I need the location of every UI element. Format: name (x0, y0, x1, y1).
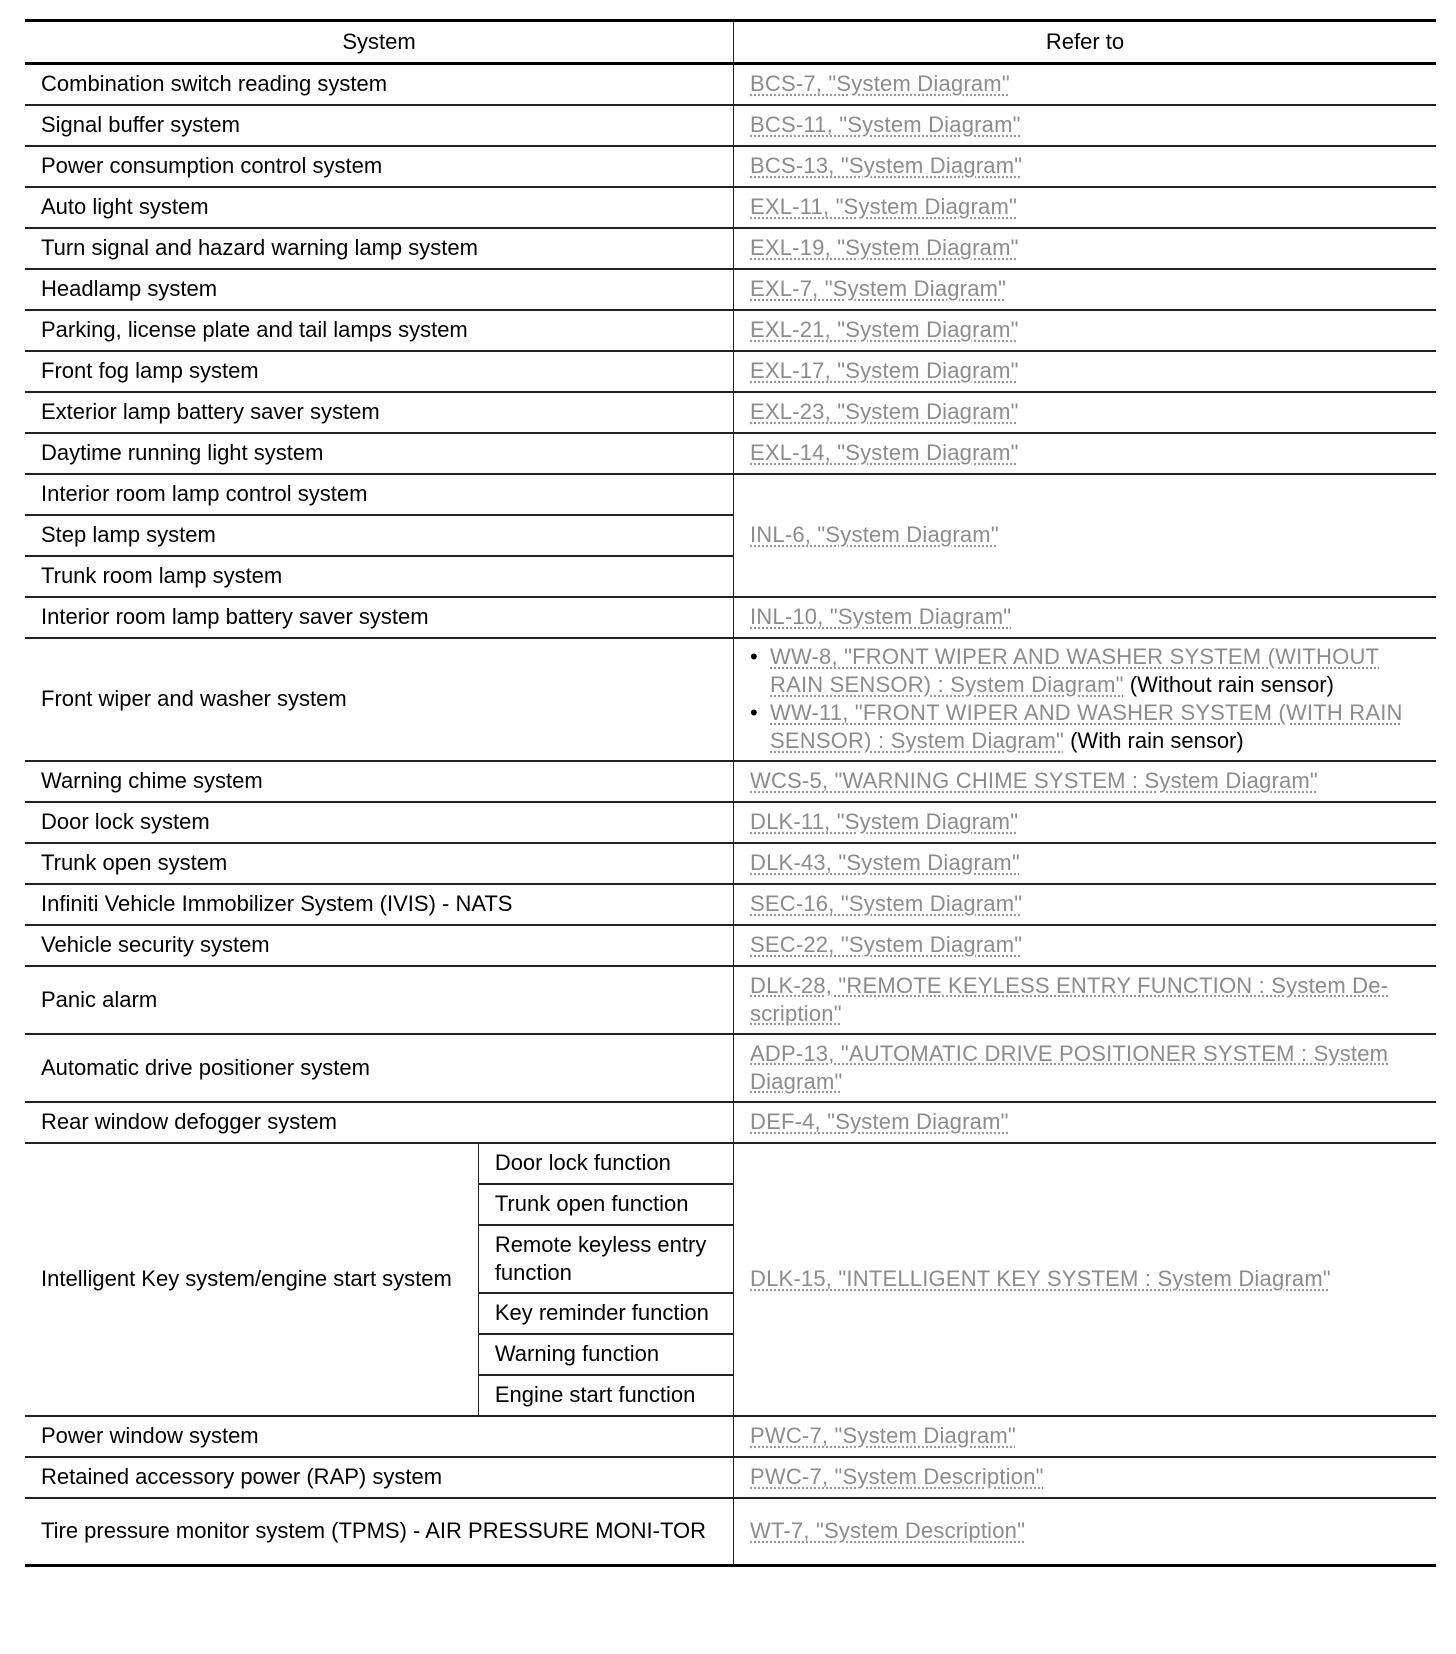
system-name: Tire pressure monitor system (TPMS) - AIR PRESSURE MONI-TOR (25, 1498, 734, 1566)
table-row (25, 925, 1436, 966)
table-row (25, 1143, 1436, 1184)
system-name: Warning chime system (25, 761, 734, 802)
system-name: Headlamp system (25, 269, 734, 310)
system-reference-table-wrapper (25, 19, 1436, 1567)
table-row (25, 474, 1436, 515)
reference-link[interactable]: SEC-16, "System Diagram" (750, 891, 1023, 916)
reference-link[interactable]: DLK-11, "System Diagram" (750, 809, 1019, 834)
system-name: Interior room lamp control system (25, 474, 734, 515)
reference-link[interactable]: DEF-4, "System Diagram" (750, 1109, 1009, 1134)
reference-link[interactable]: DLK-43, "System Diagram" (750, 850, 1020, 875)
table-row (25, 433, 1436, 474)
system-name: Door lock system (25, 802, 734, 843)
system-name: Parking, license plate and tail lamps system (25, 310, 734, 351)
function-name: Engine start function (478, 1375, 733, 1416)
header-system: System (25, 21, 734, 64)
table-row (25, 392, 1436, 433)
table-row (25, 228, 1436, 269)
system-name: Step lamp system (25, 515, 734, 556)
system-name: Retained accessory power (RAP) system (25, 1457, 734, 1498)
reference-link[interactable]: ADP-13, "AUTOMATIC DRIVE POSITIONER SYSTEM : System Diagram" (750, 1040, 1389, 1094)
reference-link[interactable]: EXL-17, "System Diagram" (750, 358, 1019, 383)
system-name: Interior room lamp battery saver system (25, 597, 734, 638)
reference-link[interactable]: EXL-23, "System Diagram" (750, 399, 1019, 424)
function-name: Trunk open function (478, 1184, 733, 1225)
system-name: Front fog lamp system (25, 351, 734, 392)
system-name: Infiniti Vehicle Immobilizer System (IVIS) - NATS (25, 884, 734, 925)
list-item (748, 643, 1430, 699)
header-refer-to: Refer to (734, 21, 1437, 64)
table-row (25, 351, 1436, 392)
system-name: Front wiper and washer system (25, 638, 734, 761)
table-row (25, 310, 1436, 351)
system-name: Power window system (25, 1416, 734, 1457)
table-row (25, 105, 1436, 146)
system-reference-table (25, 19, 1436, 1567)
table-row (25, 884, 1436, 925)
function-name: Key reminder function (478, 1293, 733, 1334)
table-row (25, 146, 1436, 187)
system-name: Rear window defogger system (25, 1102, 734, 1143)
table-row (25, 1457, 1436, 1498)
list-item (748, 699, 1430, 755)
reference-link[interactable]: WW-8, "FRONT WIPER AND WASHER SYSTEM (WITHOUT RAIN SENSOR) : System Diagram" (770, 644, 1380, 697)
system-name: Turn signal and hazard warning lamp system (25, 228, 734, 269)
system-name: Vehicle security system (25, 925, 734, 966)
table-row (25, 187, 1436, 228)
reference-link[interactable]: EXL-19, "System Diagram" (750, 235, 1019, 260)
reference-link[interactable]: EXL-11, "System Diagram" (750, 194, 1017, 219)
system-name: Trunk open system (25, 843, 734, 884)
reference-link[interactable]: PWC-7, "System Description" (750, 1464, 1044, 1489)
system-name: Daytime running light system (25, 433, 734, 474)
table-row (25, 802, 1436, 843)
reference-link[interactable]: BCS-11, "System Diagram" (750, 112, 1021, 137)
system-name: Intelligent Key system/engine start system (25, 1143, 478, 1416)
table-row (25, 1034, 1436, 1102)
reference-note: (Without rain sensor) (1129, 672, 1334, 697)
table-row (25, 843, 1436, 884)
reference-link[interactable]: INL-6, "System Diagram" (750, 522, 999, 547)
system-name: Automatic drive positioner system (25, 1034, 734, 1102)
reference-link[interactable]: PWC-7, "System Diagram" (750, 1423, 1016, 1448)
reference-link[interactable]: WT-7, "System Description" (750, 1518, 1026, 1544)
system-name: Exterior lamp battery saver system (25, 392, 734, 433)
reference-link[interactable]: SEC-22, "System Diagram" (750, 932, 1023, 957)
table-row (25, 1102, 1436, 1143)
header-row (25, 21, 1436, 64)
reference-link[interactable]: DLK-15, "INTELLIGENT KEY SYSTEM : System Diagram" (750, 1266, 1331, 1291)
reference-link[interactable]: EXL-7, "System Diagram" (750, 276, 1007, 301)
table-row (25, 269, 1436, 310)
reference-link[interactable]: EXL-14, "System Diagram" (750, 440, 1019, 465)
system-name: Auto light system (25, 187, 734, 228)
reference-link[interactable]: BCS-7, "System Diagram" (750, 71, 1010, 97)
function-name: Remote keyless entry function (478, 1225, 733, 1293)
table-row (25, 1498, 1436, 1566)
system-name: Signal buffer system (25, 105, 734, 146)
system-name: Combination switch reading system (25, 64, 734, 105)
system-name: Panic alarm (25, 966, 734, 1034)
function-name: Door lock function (478, 1143, 733, 1184)
reference-link[interactable]: DLK-28, "REMOTE KEYLESS ENTRY FUNCTION : System De-scription" (750, 972, 1389, 1026)
reference-note: (With rain sensor) (1070, 728, 1244, 753)
system-name: Trunk room lamp system (25, 556, 734, 597)
system-name: Power consumption control system (25, 146, 734, 187)
table-row (25, 1416, 1436, 1457)
wiper-reference-list (748, 643, 1430, 755)
table-row (25, 761, 1436, 802)
table-row (25, 966, 1436, 1034)
reference-link[interactable]: BCS-13, "System Diagram" (750, 153, 1023, 178)
reference-link[interactable]: EXL-21, "System Diagram" (750, 317, 1019, 342)
function-name: Warning function (478, 1334, 733, 1375)
table-row (25, 64, 1436, 105)
reference-link[interactable]: WW-11, "FRONT WIPER AND WASHER SYSTEM (WITH RAIN SENSOR) : System Diagram" (770, 700, 1403, 753)
table-row (25, 597, 1436, 638)
reference-link[interactable]: INL-10, "System Diagram" (750, 604, 1012, 629)
table-row (25, 638, 1436, 761)
reference-link[interactable]: WCS-5, "WARNING CHIME SYSTEM : System Diagram" (750, 768, 1318, 793)
